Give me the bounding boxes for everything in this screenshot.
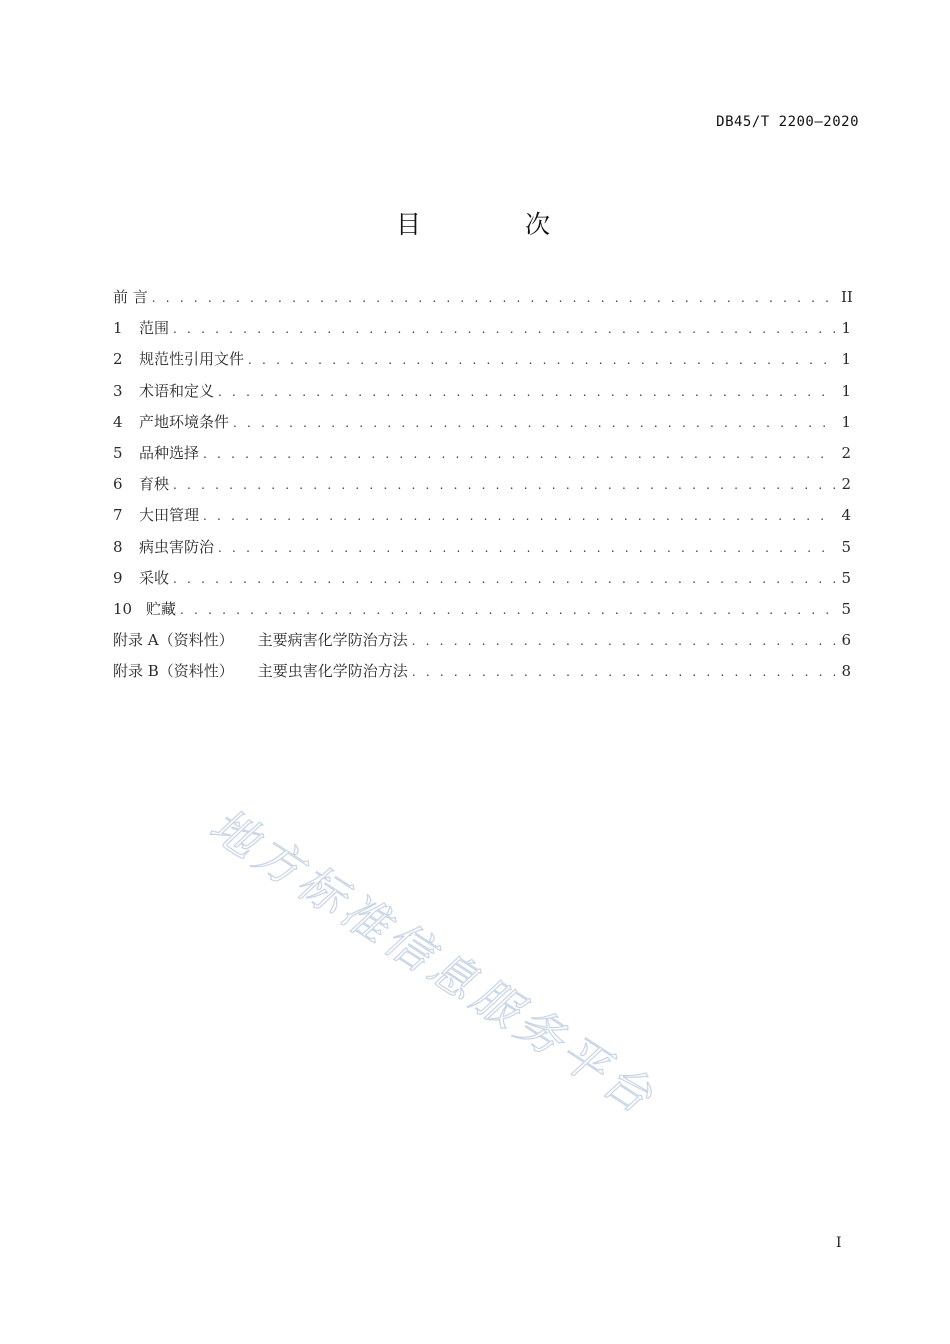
toc-entry-page: 5: [841, 599, 851, 618]
toc-entry-number: 7: [113, 506, 123, 525]
toc-leader-dots: [412, 665, 835, 679]
toc-leader-dots: [248, 353, 835, 367]
toc-entry-4[interactable]: [113, 411, 851, 442]
toc-entry-page: 5: [841, 537, 851, 556]
toc-entry-label: 前 言: [113, 288, 148, 306]
toc-leader-dots: [173, 322, 835, 336]
toc-leader-dots: [203, 509, 835, 523]
toc-entry-label: 品种选择: [139, 443, 200, 462]
page-number: I: [836, 1235, 842, 1251]
toc-entry-label: 采收: [139, 568, 170, 587]
toc-entry-page: 4: [841, 506, 851, 525]
toc-entry-page: 2: [841, 443, 851, 462]
toc-entry-label: 产地环境条件: [139, 412, 230, 431]
toc-entry-6[interactable]: [113, 473, 851, 504]
toc-entry-number: 4: [113, 412, 123, 431]
document-code: DB45/T 2200—2020: [716, 114, 859, 130]
toc-entry-page: 1: [841, 381, 851, 400]
toc-list: [113, 286, 851, 691]
toc-entry-page: 5: [841, 568, 851, 587]
toc-leader-dots: [233, 416, 835, 430]
toc-entry-number: 8: [113, 537, 123, 556]
toc-entry-number: 2: [113, 350, 123, 369]
toc-entry-7[interactable]: [113, 504, 851, 535]
toc-entry-page: 1: [841, 319, 851, 338]
toc-leader-dots: [412, 634, 835, 648]
toc-leader-dots: [218, 385, 835, 399]
toc-entry-number: 1: [113, 319, 123, 338]
toc-entry-label: 病虫害防治: [139, 537, 215, 556]
toc-entry-number: 10: [113, 599, 133, 618]
toc-title: 目 次: [396, 210, 598, 239]
toc-entry-page: 1: [841, 350, 851, 369]
toc-entry-10[interactable]: [113, 598, 851, 629]
toc-entry-foreword[interactable]: [113, 286, 851, 317]
toc-entry-label: 主要病害化学防治方法: [257, 631, 408, 650]
watermark: 地方标准信息服务平台: [200, 797, 667, 1127]
toc-entry-9[interactable]: [113, 567, 851, 598]
toc-entry-page: 8: [841, 662, 851, 681]
toc-leader-dots: [180, 603, 835, 617]
toc-entry-label: 术语和定义: [139, 381, 215, 400]
toc-entry-page: II: [841, 288, 853, 306]
toc-entry-page: 2: [841, 475, 851, 494]
toc-entry-label: 大田管理: [139, 506, 200, 525]
toc-entry-page: 1: [841, 412, 851, 431]
toc-leader-dots: [218, 541, 835, 555]
toc-entry-appendix-a[interactable]: [113, 629, 851, 660]
toc-entry-3[interactable]: [113, 380, 851, 411]
toc-entry-2[interactable]: [113, 348, 851, 379]
toc-entry-label: 主要虫害化学防治方法: [257, 662, 408, 681]
toc-entry-label: 贮藏: [146, 599, 177, 618]
toc-entry-number: 5: [113, 443, 123, 462]
toc-leader-dots: [152, 291, 835, 305]
toc-entry-number: 6: [113, 475, 123, 494]
toc-entry-number: 3: [113, 381, 123, 400]
toc-appendix-tag: 附录 A（资料性）: [113, 631, 234, 650]
toc-entry-label: 育秧: [139, 475, 170, 494]
toc-entry-appendix-b[interactable]: [113, 660, 851, 691]
toc-entry-page: 6: [841, 631, 851, 650]
toc-leader-dots: [173, 572, 835, 586]
toc-entry-1[interactable]: [113, 317, 851, 348]
toc-appendix-tag: 附录 B（资料性）: [113, 662, 234, 681]
toc-entry-number: 9: [113, 568, 123, 587]
toc-entry-5[interactable]: [113, 442, 851, 473]
toc-entry-label: 范围: [139, 319, 170, 338]
toc-leader-dots: [173, 478, 835, 492]
toc-leader-dots: [203, 447, 835, 461]
toc-entry-8[interactable]: [113, 536, 851, 567]
toc-entry-label: 规范性引用文件: [139, 350, 245, 369]
